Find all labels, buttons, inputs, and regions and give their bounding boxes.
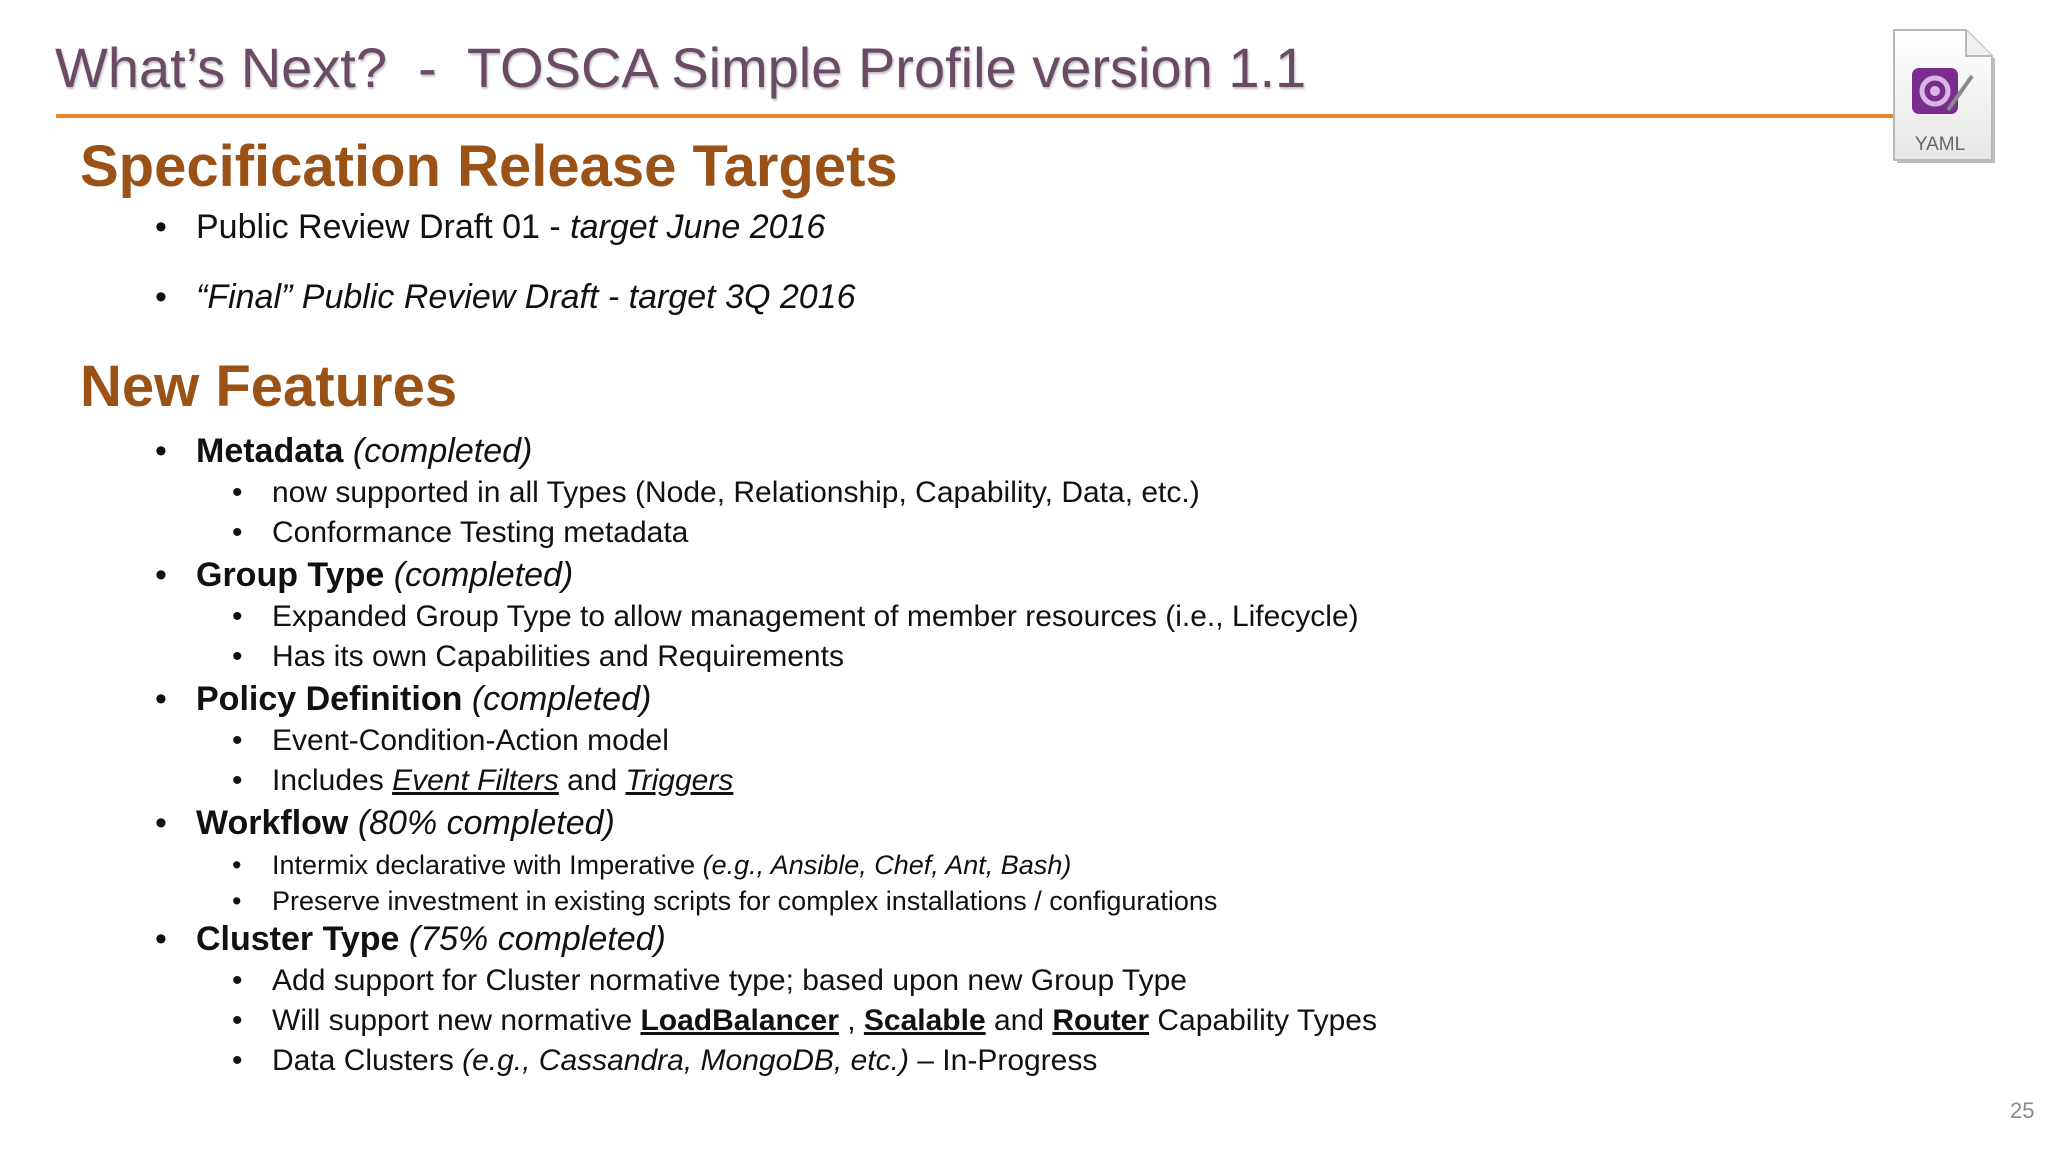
feature-status: (completed) — [393, 556, 574, 594]
feature-name: Group Type — [196, 556, 385, 594]
feature-status: (completed) — [471, 680, 652, 718]
slide-title: What’s Next? - TOSCA Simple Profile version 1.1 — [55, 36, 1307, 99]
features-heading: New Features — [80, 354, 458, 419]
scalable-link[interactable]: Scalable — [863, 1004, 986, 1037]
feature-subitem-text: Has its own Capabilities and Requirements — [272, 640, 844, 673]
feature-subitem-example: (e.g., Cassandra, MongoDB, etc.) — [462, 1044, 909, 1077]
feature-subitem-text: , — [838, 1004, 864, 1037]
feature-subitem-text: Add support for Cluster normative type; based upon new Group Type — [272, 964, 1187, 997]
page-number: 25 — [2010, 1098, 2035, 1123]
feature-name: Cluster Type — [196, 920, 400, 958]
feature-name: Metadata — [196, 432, 344, 470]
router-link[interactable]: Router — [1052, 1004, 1150, 1037]
feature-subitem-text: Data Clusters — [272, 1044, 463, 1077]
feature-subitem-text: and — [985, 1004, 1053, 1037]
feature-status: (completed) — [352, 432, 533, 470]
yaml-file-icon — [1888, 26, 1998, 164]
feature-subitem-text: and — [558, 764, 626, 797]
release-item-target: “Final” Public Review Draft - target 3Q 2016 — [196, 278, 856, 316]
release-item-target: target June 2016 — [570, 208, 826, 246]
feature-subitem-text: Intermix declarative with Imperative — [272, 850, 703, 880]
feature-subitem-text: now supported in all Types (Node, Relationship, Capability, Data, etc.) — [272, 476, 1200, 509]
triggers-link[interactable]: Triggers — [625, 764, 734, 797]
feature-subitem-text: Preserve investment in existing scripts for complex installations / configurations — [272, 886, 1218, 916]
feature-subitem-example: (e.g., Ansible, Chef, Ant, Bash) — [702, 850, 1072, 880]
feature-subitem-text: – In-Progress — [908, 1044, 1098, 1077]
yaml-icon-label: YAML — [1914, 134, 1966, 155]
slide: What’s Next? - TOSCA Simple Profile version 1.1 YAML Specification Release Targets • Public Review Draft 01 - target June 2016 • “Final” Public Review Draft - target 3Q 2016 New Features • Metadata (completed) • now supported in all Types (Node, Relationship, Capability, Data, etc.) • Conformance Testing metadata • Group Type (completed) • Expanded Group Type to allow management of member resources (i.e., Lifecycle) • Has its own Capabilities and Requirements • Policy Definition (completed) • Event-Condition-Action model • Includes Event Filters and Triggers • Workflow (80% completed) • Intermix declarative with Imperative (e.g., Ansible, Chef, Ant, Bash) • Preserve investment in existing scripts for complex installations / configurations • Cluster Type (75% completed) • Add support for Cluster normative type; based upon new Group Type • Will support new normative LoadBalancer , Scalable and Router Capability Types • Data Clusters (e.g., Cassandra, MongoDB, etc.) – In-Progress 25 — [0, 0, 2048, 1152]
feature-name: Workflow — [196, 804, 349, 842]
release-heading: Specification Release Targets — [80, 134, 898, 199]
feature-status: (75% completed) — [408, 920, 666, 958]
feature-subitem-text: Expanded Group Type to allow management of member resources (i.e., Lifecycle) — [272, 600, 1359, 633]
feature-subitem-text: Conformance Testing metadata — [272, 516, 689, 549]
feature-name: Policy Definition — [196, 680, 463, 718]
feature-subitem-text: Will support new normative — [272, 1004, 641, 1037]
title-underline — [56, 114, 1896, 118]
release-item-text: Public Review Draft 01 - — [196, 208, 571, 246]
feature-subitem-text: Includes — [272, 764, 393, 797]
feature-status: (80% completed) — [357, 804, 615, 842]
loadbalancer-link[interactable]: LoadBalancer — [640, 1004, 839, 1037]
feature-subitem-text: Event-Condition-Action model — [272, 724, 669, 757]
event-filters-link[interactable]: Event Filters — [392, 764, 559, 797]
feature-subitem-text: Capability Types — [1149, 1004, 1377, 1037]
